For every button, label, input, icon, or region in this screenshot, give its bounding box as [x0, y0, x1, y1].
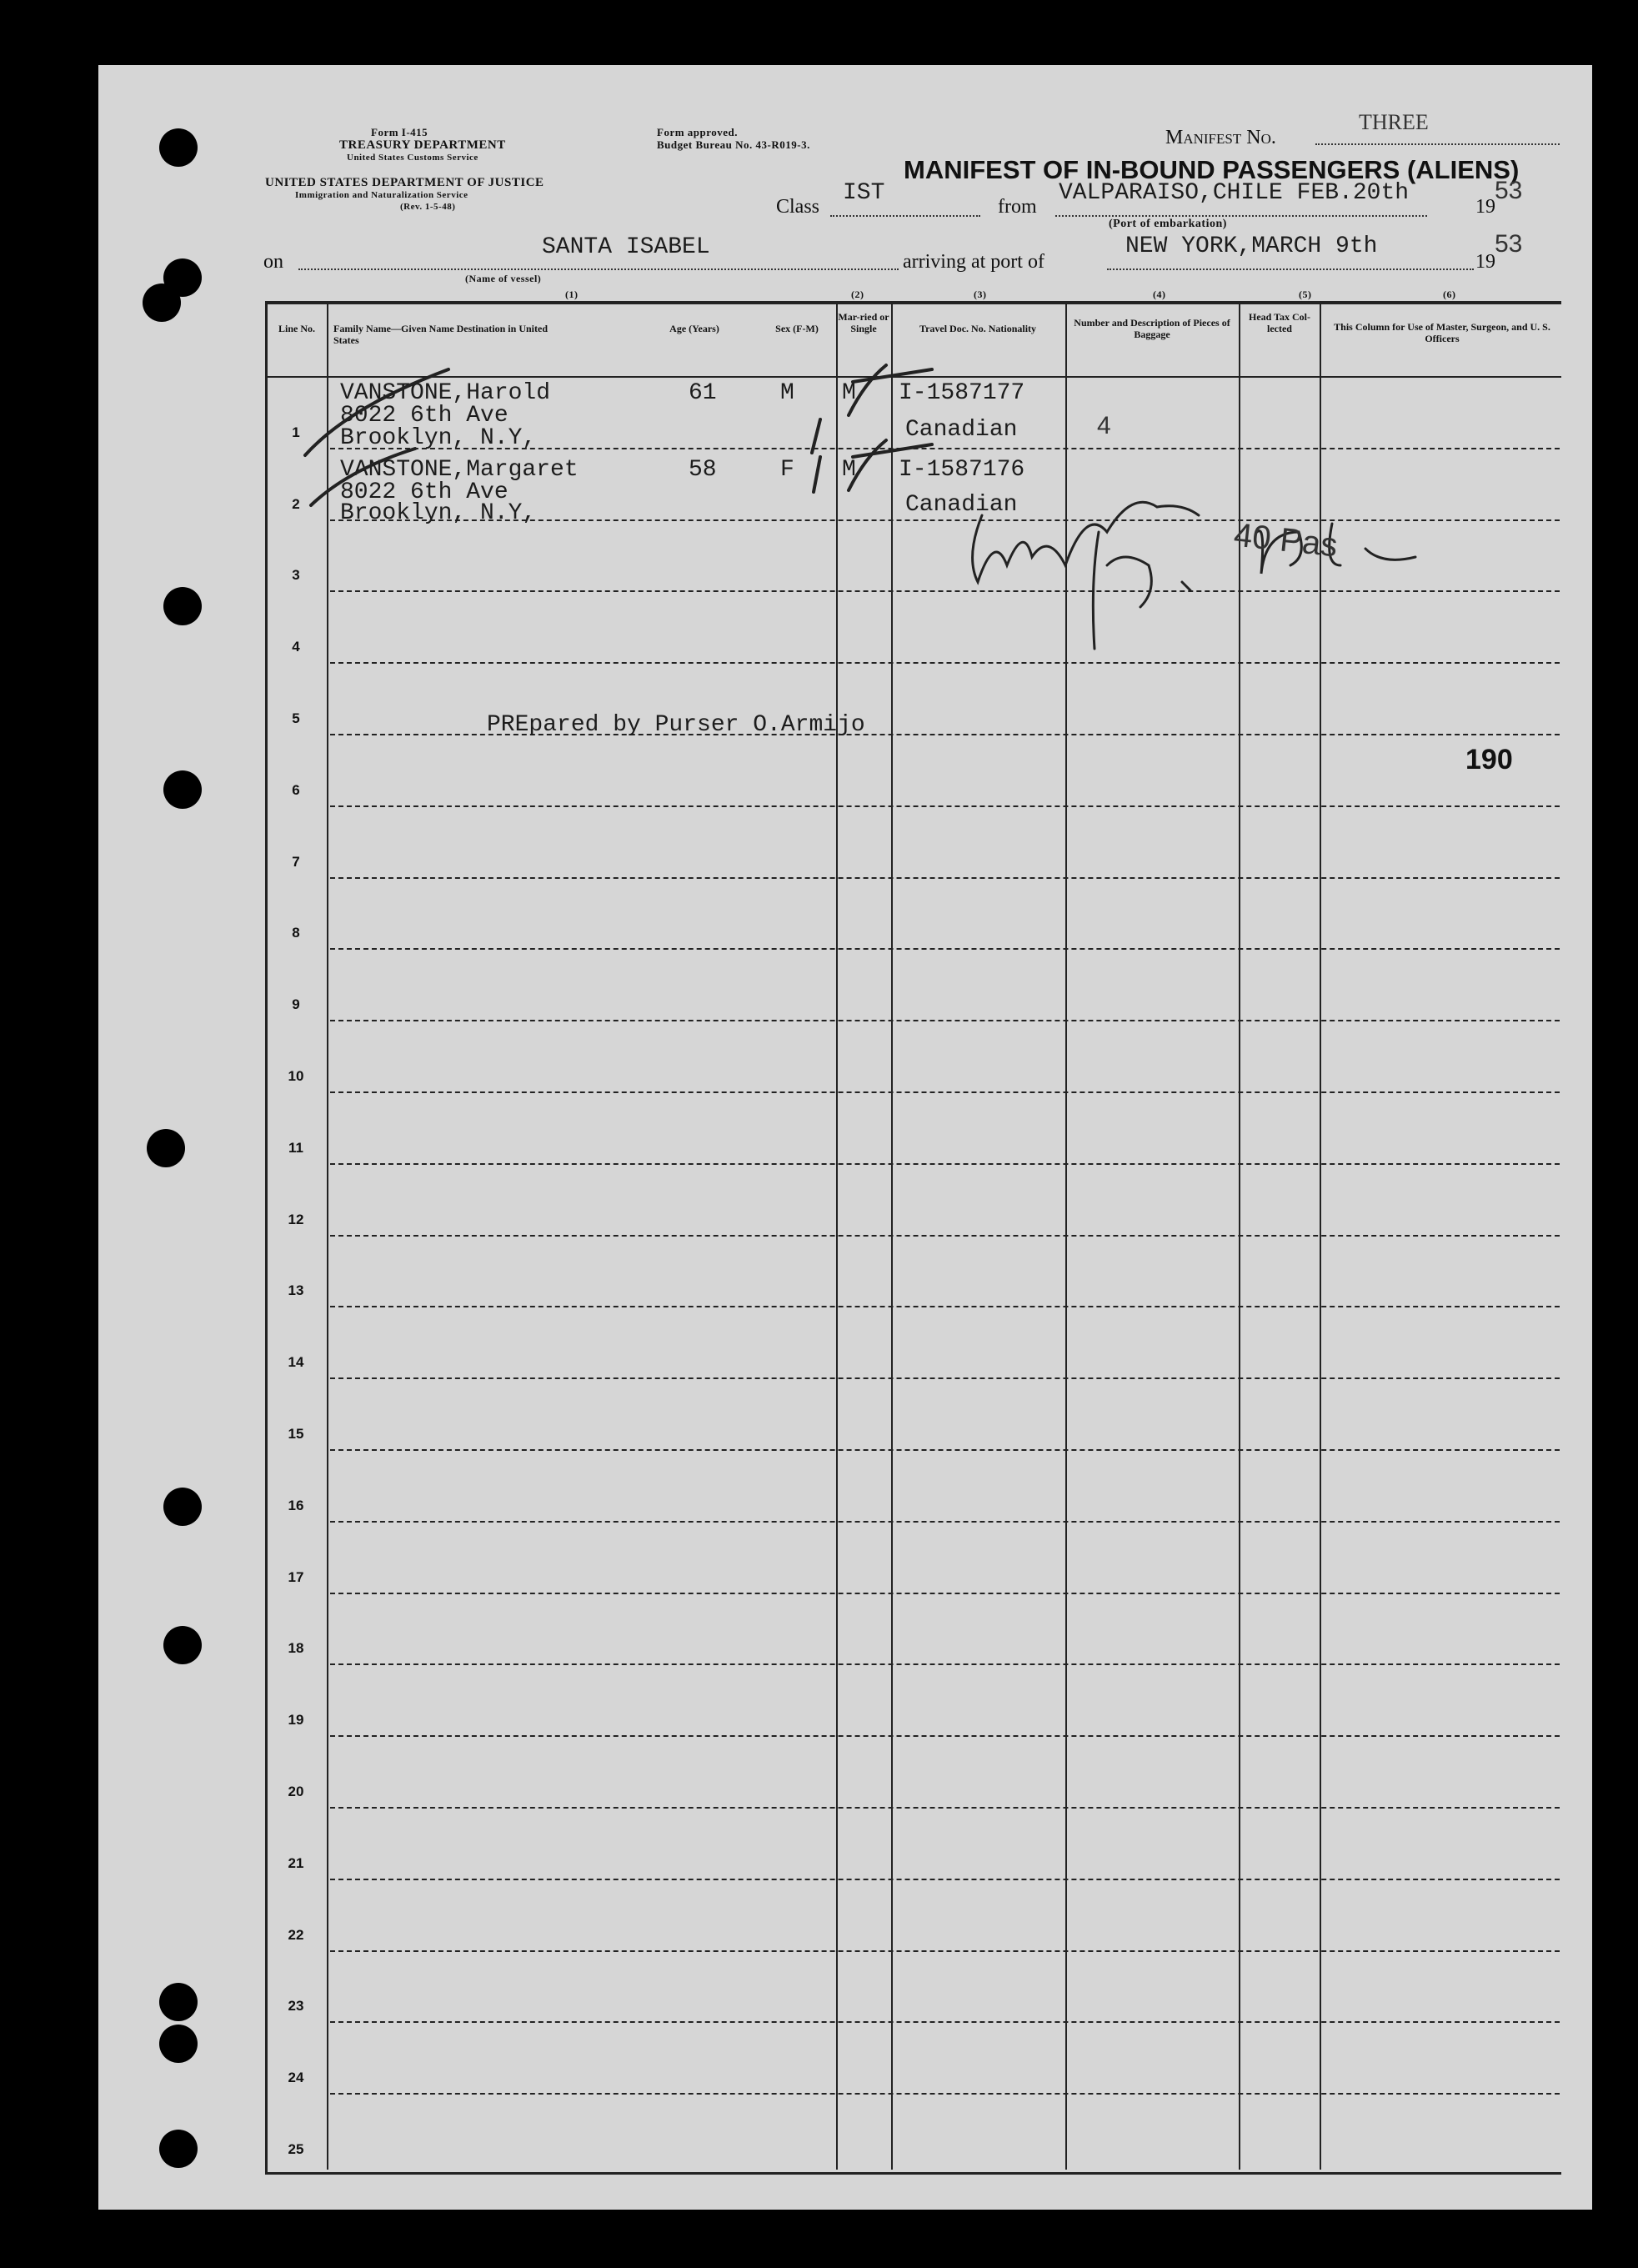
- binder-hole: [163, 1626, 202, 1664]
- handwritten-count: 40 Pas: [1232, 516, 1340, 564]
- line-number: 21: [288, 1854, 304, 1871]
- header-age: Age (Years): [669, 323, 719, 334]
- col-number: (6): [1443, 289, 1456, 300]
- header-officers: This Column for Use of Master, Surgeon, and U. S. Officers: [1334, 321, 1550, 344]
- binder-hole: [159, 2025, 198, 2063]
- row-divider: [330, 1950, 1560, 1952]
- doj-heading: UNITED STATES DEPARTMENT OF JUSTICE: [265, 176, 544, 189]
- binder-hole: [147, 1129, 185, 1167]
- class-value: IST: [843, 180, 885, 206]
- line-number: 19: [288, 1712, 304, 1729]
- passenger-address: Brooklyn, N.Y,: [340, 425, 537, 451]
- passenger-name: VANSTONE,Margaret: [340, 457, 579, 483]
- line-number: 23: [288, 1998, 304, 2015]
- on-label: on: [263, 251, 283, 273]
- row-divider: [330, 1593, 1560, 1594]
- class-year-value: 53: [1495, 177, 1523, 204]
- line-number: 16: [288, 1497, 304, 1513]
- manifest-no-label: Manifest No.: [1165, 127, 1276, 148]
- passenger-nationality: Canadian: [905, 492, 1018, 518]
- passenger-doc: I-1587177: [899, 380, 1025, 406]
- manifest-no-value: THREE: [1359, 110, 1429, 134]
- line-number: 10: [288, 1068, 304, 1084]
- arriving-label: arriving at port of: [903, 251, 1044, 273]
- line-number: 14: [288, 1354, 304, 1371]
- line-number: 2: [292, 495, 300, 512]
- line-number: 22: [288, 1926, 304, 1943]
- row-divider: [330, 1735, 1560, 1737]
- col-number: (3): [974, 289, 987, 300]
- row-divider: [330, 1879, 1560, 1880]
- line-number: 25: [288, 2141, 304, 2157]
- row-divider: [330, 1807, 1560, 1809]
- form-approved: Form approved.: [657, 126, 739, 138]
- col-number: (4): [1153, 289, 1166, 300]
- class-year-prefix: 19: [1475, 196, 1495, 218]
- binder-hole: [159, 2130, 198, 2168]
- line-number: 8: [292, 925, 300, 941]
- binder-hole: [163, 1488, 202, 1526]
- manifest-sheet: [98, 65, 1592, 2210]
- vessel-name: SANTA ISABEL: [542, 234, 710, 260]
- line-number: 24: [288, 2070, 304, 2086]
- line-number: 20: [288, 1784, 304, 1799]
- passenger-age: 61: [689, 380, 717, 406]
- class-label: Class: [776, 196, 820, 218]
- row-divider: [330, 805, 1560, 807]
- row-divider: [330, 948, 1560, 950]
- row-divider: [330, 1521, 1560, 1523]
- passenger-address: 8022 6th Ave: [340, 479, 508, 505]
- row-divider: [330, 877, 1560, 879]
- row-divider: [330, 1663, 1560, 1665]
- row-divider: [330, 2021, 1560, 2023]
- row-divider: [330, 662, 1560, 664]
- form-number: Form I-415: [371, 126, 428, 138]
- passenger-address: 8022 6th Ave: [340, 403, 508, 429]
- embarkation-value: VALPARAISO,CHILE FEB.20th: [1059, 180, 1410, 206]
- col-number: (2): [851, 289, 864, 300]
- binder-hole: [163, 770, 202, 809]
- line-number: 18: [288, 1640, 304, 1657]
- passenger-sex: F: [780, 457, 794, 483]
- row-divider: [330, 1020, 1560, 1021]
- page-title: MANIFEST OF IN-BOUND PASSENGERS (ALIENS): [904, 155, 1520, 184]
- port-embarkation-caption: (Port of embarkation): [1109, 218, 1227, 230]
- header-baggage: Number and Description of Pieces of Baggage: [1074, 317, 1230, 340]
- arrival-port-value: NEW YORK,MARCH 9th: [1125, 233, 1378, 259]
- stamp-number: 190: [1465, 744, 1513, 775]
- line-number: 12: [288, 1211, 304, 1227]
- passenger-baggage: 4: [1097, 412, 1111, 439]
- col-number: (1): [565, 289, 579, 300]
- binder-hole: [163, 587, 202, 625]
- line-number: 5: [292, 710, 300, 726]
- passenger-name: VANSTONE,Harold: [340, 380, 551, 406]
- line-number: 11: [288, 1139, 303, 1156]
- passenger-doc: I-1587176: [899, 457, 1025, 483]
- header-married: Mar-ried or Single: [838, 311, 889, 334]
- ins-heading: Immigration and Naturalization Service: [295, 190, 468, 200]
- line-number: 1: [292, 424, 300, 440]
- passenger-marital: M: [842, 457, 856, 483]
- line-number: 13: [288, 1282, 304, 1299]
- from-label: from: [998, 196, 1037, 218]
- budget-bureau: Budget Bureau No. 43-R019-3.: [657, 138, 810, 151]
- form-revision: (Rev. 1-5-48): [400, 202, 456, 212]
- passenger-sex: M: [780, 380, 794, 406]
- row-divider: [330, 1235, 1560, 1237]
- line-number: 4: [292, 639, 300, 655]
- col-number: (5): [1299, 289, 1312, 300]
- line-number: 15: [288, 1426, 304, 1442]
- header-travel-doc: Travel Doc. No. Nationality: [919, 323, 1037, 334]
- line-number: 6: [292, 781, 300, 798]
- header-name: Family Name—Given Name Destination in United States: [333, 323, 548, 346]
- row-divider: [330, 1163, 1560, 1165]
- arrival-year-prefix: 19: [1475, 251, 1495, 273]
- line-number: 9: [292, 996, 300, 1013]
- vessel-caption: (Name of vessel): [465, 273, 542, 284]
- header-line-no: Line No.: [278, 323, 315, 334]
- line-number: 17: [288, 1568, 304, 1585]
- passenger-age: 58: [689, 457, 717, 483]
- row-divider: [330, 1377, 1560, 1379]
- line-number: 3: [292, 567, 300, 584]
- customs-service: United States Customs Service: [347, 153, 478, 163]
- passenger-address: Brooklyn, N.Y,: [340, 500, 537, 526]
- row-divider: [330, 1449, 1560, 1451]
- passenger-nationality: Canadian: [905, 417, 1018, 443]
- row-divider: [330, 1091, 1560, 1093]
- header-head-tax: Head Tax Col-lected: [1248, 311, 1310, 334]
- passenger-marital: M: [842, 380, 856, 406]
- row-divider: [330, 1306, 1560, 1307]
- line-number: 7: [292, 853, 300, 870]
- manifest-table: [265, 302, 1561, 2175]
- row-divider: [330, 590, 1560, 592]
- row-divider: [330, 2093, 1560, 2095]
- prepared-by: PREpared by Purser O.Armijo: [487, 712, 865, 738]
- treasury-dept: TREASURY DEPARTMENT: [339, 138, 506, 152]
- binder-hole: [159, 1983, 198, 2021]
- binder-hole: [159, 128, 198, 167]
- arrival-year-value: 53: [1495, 230, 1523, 258]
- binder-hole: [143, 284, 181, 322]
- header-sex: Sex (F-M): [775, 323, 819, 334]
